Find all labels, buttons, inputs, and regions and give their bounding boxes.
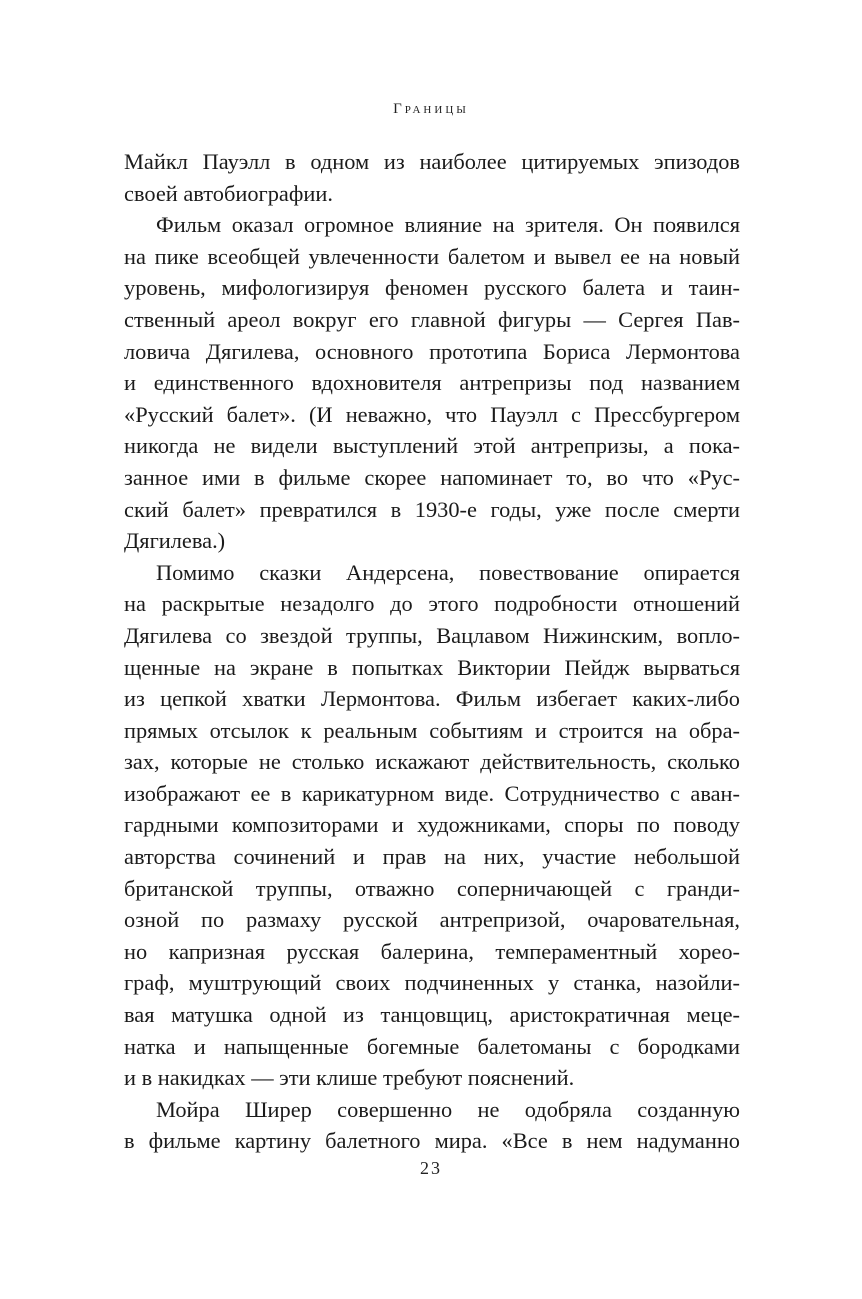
text-line: зах, которые не столько искажают действительность, сколько <box>124 749 740 775</box>
paragraph <box>124 557 740 1094</box>
text-line: на раскрытые незадолго до этого подробности отношений <box>124 591 740 617</box>
paragraph <box>124 209 740 557</box>
text-line: на пике всеобщей увлеченности балетом и вывел ее на новый <box>124 243 740 269</box>
text-line: ственный ареол вокруг его главной фигуры — Сергея Пав- <box>124 306 740 332</box>
text-line: своей автобиографии. <box>124 180 333 206</box>
text-line: Дягилева со звездой труппы, Вацлавом Нижинским, вопло- <box>124 622 740 648</box>
text-line: щенные на экране в попытках Виктории Пейдж вырваться <box>124 654 740 680</box>
body-text <box>124 146 740 1157</box>
text-line: Помимо сказки Андерсена, повествование опирается <box>156 559 740 585</box>
text-line: граф, муштрующий своих подчиненных у станка, назойли- <box>124 970 740 996</box>
text-line: уровень, мифологизируя феномен русского балета и таин- <box>124 275 740 301</box>
text-line: Мойра Ширер совершенно не одобряла созданную <box>156 1096 740 1122</box>
text-line: гардными композиторами и художниками, споры по поводу <box>124 812 740 838</box>
text-line: ский балет» превратился в 1930-е годы, уже после смерти <box>124 496 740 522</box>
text-line: Майкл Пауэлл в одном из наиболее цитируемых эпизодов <box>124 149 740 174</box>
text-line: но капризная русская балерина, темпераментный хорео- <box>124 938 740 964</box>
text-line: озной по размаху русской антрепризой, очаровательная, <box>124 907 740 933</box>
running-head: Границы <box>393 101 469 117</box>
text-line: натка и напыщенные богемные балетоманы с бородками <box>124 1033 740 1059</box>
text-line: британской труппы, отважно соперничающей с гранди- <box>124 875 740 901</box>
text-line: ловича Дягилева, основного прототипа Бориса Лермонтова <box>124 338 740 364</box>
text-line: Дягилева.) <box>124 528 226 554</box>
text-line: авторства сочинений и прав на них, участие небольшой <box>124 844 740 870</box>
text-line: из цепкой хватки Лермонтова. Фильм избегает каких-либо <box>124 686 740 712</box>
text-line: изображают ее в карикатурном виде. Сотрудничество с аван- <box>124 780 740 806</box>
text-line: и в накидках — эти клише требуют пояснений. <box>124 1065 575 1091</box>
page-number: 23 <box>420 1158 442 1178</box>
text-line: «Русский балет». (И неважно, что Пауэлл с Прессбургером <box>124 401 740 427</box>
text-line: никогда не видели выступлений этой антрепризы, а пока- <box>124 433 740 459</box>
text-line: прямых отсылок к реальным событиям и строится на обра- <box>124 717 740 743</box>
text-line: занное ими в фильме скорее напоминает то, во что «Рус- <box>124 464 740 490</box>
paragraph <box>124 146 740 209</box>
text-line: и единственного вдохновителя антрепризы под названием <box>124 370 740 396</box>
text-line: Фильм оказал огромное влияние на зрителя. Он появился <box>156 212 740 238</box>
text-line: в фильме картину балетного мира. «Все в нем надуманно <box>124 1128 740 1154</box>
paragraph <box>124 1094 740 1157</box>
text-line: вая матушка одной из танцовщиц, аристократичная меце- <box>124 1002 740 1028</box>
